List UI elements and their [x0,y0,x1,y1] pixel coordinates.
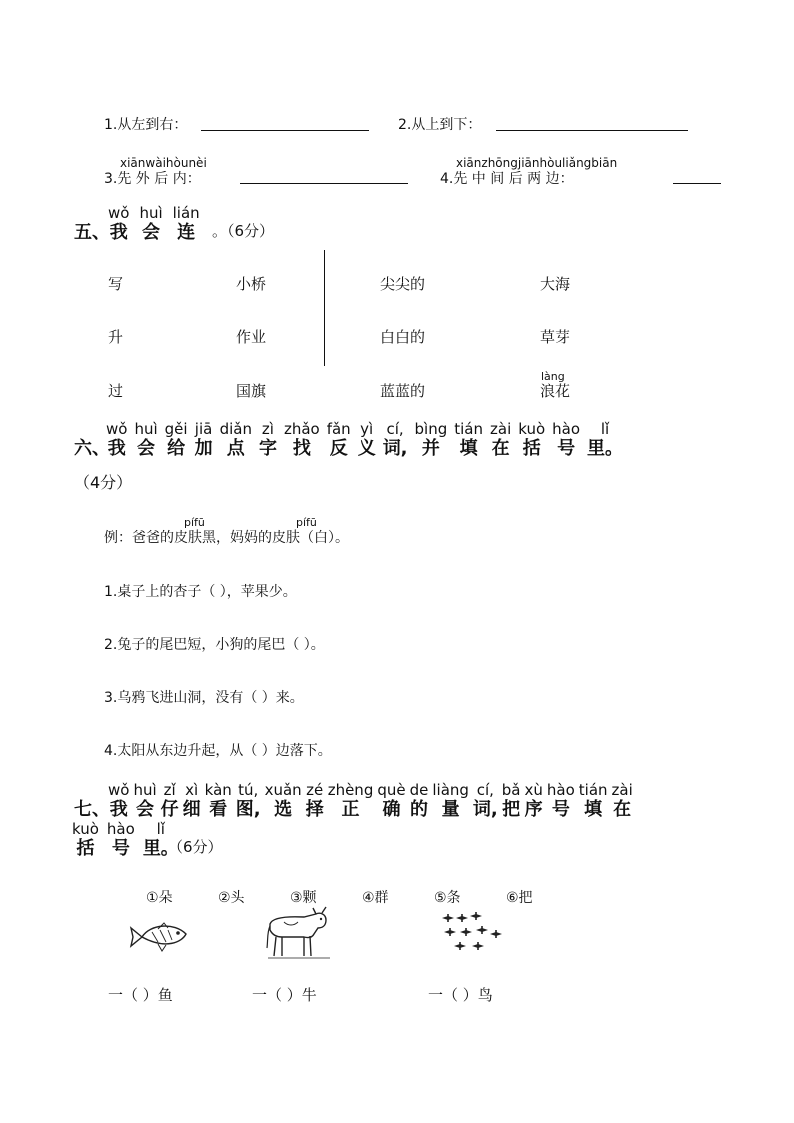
ruby-char [383,420,408,460]
pinyin-syllable: jiā [194,420,213,438]
hanzi-char: 确 [382,799,401,820]
pinyin-syllable: zì [261,420,274,438]
question-item[interactable]: 3.乌鸦飞进山洞，没有（ ）来。 [104,690,304,706]
pinyin-syllable: de [409,781,429,799]
hanzi-char: 图, [235,799,261,820]
q3-pinyin: xiānwàihòunèi [120,156,207,170]
column-divider [324,250,325,366]
pinyin-syllable: kuò [72,820,99,838]
hanzi-char: 在 [613,799,632,820]
hanzi-char: 并 [421,438,440,459]
hanzi-char: 找 [292,438,311,459]
hanzi-char: 号 [551,799,570,820]
ruby-char [454,420,483,460]
ruby-char [265,781,302,821]
pinyin-syllable: zhǎo [283,420,320,438]
section6-score: （4分） [74,473,133,492]
ruby-char [173,204,200,244]
example-pinyin: pífū [184,516,205,529]
question-item[interactable]: 2.兔子的尾巴短，小狗的尾巴（ ）。 [104,637,325,653]
pinyin-syllable: zǐ [163,781,176,799]
hanzi-char: 选 [274,799,293,820]
section5-number: 五、 [74,222,110,243]
match-left-word[interactable]: 过 [108,382,124,400]
section7-heading [108,781,633,821]
section7-number: 七、 [74,799,110,820]
hanzi-char: 我 [109,799,128,820]
answer-fish[interactable]: 一（ ）鱼 [108,986,173,1004]
match-right-word[interactable]: 白白的 [380,328,426,346]
q1-label: 1.从左到右： [104,117,188,133]
hanzi-char: 填 [584,799,603,820]
example-sentence: 例：爸爸的皮肤黑，妈妈的皮肤（白）。 [104,530,349,546]
q2-label: 2.从上到下： [398,117,482,133]
section7-score: （6分） [168,838,223,856]
q4-answer-blank[interactable] [673,183,721,184]
hanzi-char: 量 [441,799,460,820]
ruby-char [552,420,580,460]
hanzi-char: 的 [409,799,428,820]
pinyin-syllable: huì [134,420,158,438]
pinyin-syllable: hào [552,420,581,438]
section6-number: 六、 [74,438,110,459]
ruby-char [490,420,511,460]
section7-heading-line2 [72,820,179,860]
ruby-char [502,781,521,821]
pinyin-syllable: gěi [164,420,188,438]
pinyin-syllable: fǎn [326,420,351,438]
ruby-char [195,420,213,460]
question-item[interactable]: 1.桌子上的杏子（ ），苹果少。 [104,584,297,600]
ruby-char [205,781,232,821]
ruby-char [106,420,127,460]
pinyin-syllable: lǐ [600,420,610,438]
match-left-word[interactable]: 小桥 [236,275,267,293]
fish-icon [128,920,190,954]
pinyin-syllable: zài [490,420,512,438]
ruby-char [524,781,542,821]
hanzi-char: 给 [167,438,186,459]
hanzi-char: 会 [137,438,156,459]
hanzi-char: 连 [177,222,196,243]
hanzi-char: 在 [491,438,510,459]
pinyin-syllable: zài [611,781,633,799]
ruby-char [518,420,545,460]
pinyin-syllable: liàng [432,781,469,799]
ruby-char [327,420,351,460]
hanzi-char: 我 [107,438,126,459]
ruby-char [259,420,277,460]
hanzi-char: 把 [502,799,521,820]
ruby-char [328,781,374,821]
pinyin-syllable: kàn [204,781,232,799]
pinyin-syllable: kuò [518,420,546,438]
hanzi-char: 反 [329,438,348,459]
pinyin-syllable: xì [185,781,199,799]
hanzi-char: 细 [182,799,201,820]
option-measure-word: ③颗 [290,890,317,906]
pinyin-syllable: hào [106,820,135,838]
match-right-word[interactable]: 浪花 [540,382,571,400]
option-measure-word: ①朵 [146,890,173,906]
hanzi-char: 里。 [142,838,179,859]
hanzi-char: 字 [258,438,277,459]
birds-flock-icon [440,912,504,954]
ruby-char [358,420,376,460]
pinyin-syllable: tú, [238,781,259,799]
match-right-word[interactable]: 蓝蓝的 [380,382,426,400]
pinyin-syllable: zé [306,781,324,799]
ruby-char [220,420,252,460]
q2-answer-blank[interactable] [496,130,688,131]
match-right-word[interactable]: 草芽 [540,328,571,346]
ruby-char [612,781,633,821]
section5-score: 。（6分） [212,222,275,240]
ruby-char [579,781,608,821]
hanzi-char: 义 [357,438,376,459]
pinyin-syllable: tián [454,420,483,438]
pinyin-syllable: zhèng [327,781,374,799]
ruby-char [139,204,162,244]
hanzi-char: 会 [136,799,155,820]
match-right-word[interactable]: 尖尖的 [380,275,426,293]
hanzi-char: 词, [382,438,408,459]
pinyin-syllable: diǎn [219,420,252,438]
option-measure-word: ⑥把 [506,890,533,906]
ruby-char [108,781,129,821]
section5-heading [108,204,200,244]
pinyin-syllable: xuǎn [264,781,302,799]
hanzi-char: 括 [522,438,541,459]
ruby-char [183,781,201,821]
hanzi-char: 号 [557,438,576,459]
q3-label: 3.先 外 后 内： [104,171,201,187]
ruby-char [161,781,179,821]
ruby-char [587,420,623,460]
lang-pinyin: làng [541,370,565,383]
hanzi-char: 加 [194,438,213,459]
ruby-char [432,781,469,821]
q1-answer-blank[interactable] [201,130,369,131]
hanzi-char: 号 [111,838,130,859]
pinyin-syllable: tián [578,781,608,799]
hanzi-char: 会 [142,222,161,243]
pinyin-syllable: yì [360,420,374,438]
pinyin-syllable: wǒ [108,781,130,799]
hanzi-char: 看 [209,799,228,820]
pinyin-syllable: cí, [476,781,494,799]
pinyin-syllable: huì [139,204,163,222]
hanzi-char: 点 [226,438,245,459]
pinyin-syllable: lián [172,204,200,222]
hanzi-char: 仔 [160,799,179,820]
q3-answer-blank[interactable] [240,183,408,184]
ruby-char [107,820,135,860]
question-item[interactable]: 4.太阳从东边升起，从（ ）边落下。 [104,743,332,759]
answer-cow[interactable]: 一（ ）牛 [252,986,317,1004]
pinyin-syllable: bìng [414,420,448,438]
pinyin-syllable: lǐ [156,820,165,838]
ruby-char [377,781,405,821]
cow-icon [264,904,334,960]
option-measure-word: ②头 [218,890,245,906]
hanzi-char: 择 [305,799,324,820]
example-pinyin: pífū [296,516,317,529]
match-left-word[interactable]: 作业 [236,328,267,346]
pinyin-syllable: wǒ [106,420,128,438]
q4-pinyin: xiānzhōngjiānhòuliǎngbiān [456,156,618,170]
answer-bird[interactable]: 一（ ）鸟 [428,986,493,1004]
section6-heading [106,420,623,460]
pinyin-syllable: huì [133,781,157,799]
ruby-char [236,781,261,821]
match-left-word[interactable]: 国旗 [236,382,267,400]
ruby-char [133,781,156,821]
ruby-char [108,204,129,244]
ruby-char [284,420,320,460]
match-right-word[interactable]: 大海 [540,275,571,293]
ruby-char [306,781,324,821]
hanzi-char: 词, [472,799,498,820]
match-left-word[interactable]: 升 [108,328,124,346]
ruby-char [410,781,429,821]
hanzi-char: 我 [109,222,128,243]
pinyin-syllable: bǎ [501,781,521,799]
ruby-char [547,781,575,821]
hanzi-char: 里。 [587,438,624,459]
pinyin-syllable: què [377,781,406,799]
hanzi-char: 填 [459,438,478,459]
match-left-word[interactable]: 写 [108,275,124,293]
pinyin-syllable: xù [524,781,543,799]
ruby-char [415,420,448,460]
option-measure-word: ④群 [362,890,389,906]
hanzi-char: 括 [76,838,95,859]
pinyin-syllable: hào [546,781,575,799]
ruby-char [72,820,99,860]
hanzi-char: 正 [341,799,360,820]
pinyin-syllable: cí, [386,420,404,438]
ruby-char [473,781,498,821]
option-measure-word: ⑤条 [434,890,461,906]
ruby-char [134,420,157,460]
q4-label: 4.先 中 间 后 两 边： [440,171,574,187]
ruby-char [165,420,188,460]
hanzi-char: 序 [524,799,543,820]
pinyin-syllable: wǒ [108,204,130,222]
